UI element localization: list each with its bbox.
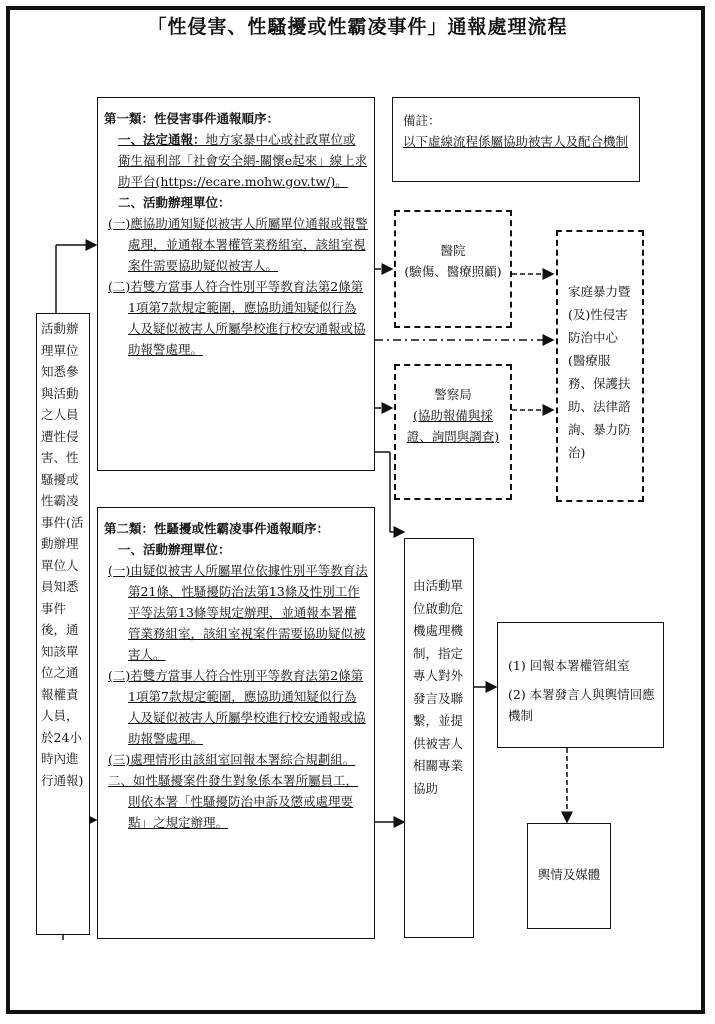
hospital-box: [394, 210, 512, 328]
type1-heading: 第一類：性侵害事件通報順序：: [104, 111, 280, 126]
report-line1: (1) 回報本署權管組室: [508, 658, 630, 673]
type1-sub2: (二)若雙方當事人符合性別平等教育法第2條第1項第7款規定範圍，應協助通知疑似行為人及疑似被害人所屬學校進行校安通報或協助報警處理。: [108, 279, 366, 357]
report-line2: (2) 本署發言人與輿情回應機制: [508, 687, 655, 723]
dv-center-text: 家庭暴力暨(及)性侵害防治中心(醫療服務、保護扶助、法律諮詢、暴力防治): [568, 284, 631, 460]
police-box: [394, 364, 512, 500]
hospital-detail: (驗傷、醫療照顧): [404, 264, 502, 279]
type2-box: [97, 507, 375, 939]
dv-center-box: [556, 230, 644, 502]
crisis-box: [404, 538, 474, 938]
origin-box: [36, 313, 90, 935]
type1-box: [97, 97, 375, 471]
type2-item2: 二、如性騷擾案件發生對象係本署所屬員工，則依本署「性騷擾防治申訴及懲戒處理要點」之規定辦理。: [108, 773, 359, 830]
type1-item2-label: 二、活動辦理單位：: [118, 195, 231, 210]
report-box: [497, 622, 664, 748]
police-name: 警察局: [434, 387, 472, 402]
note-text: 以下虛線流程係屬協助被害人及配合機制: [403, 134, 629, 149]
media-box: [527, 823, 611, 929]
type2-heading: 第二類：性騷擾或性霸凌事件通報順序：: [104, 521, 330, 536]
police-detail: (協助報備與採證、詢問與調查): [406, 408, 500, 444]
type2-item1-label: 一、活動辦理單位：: [118, 542, 231, 557]
note-box: [392, 97, 640, 182]
type2-sub3: (三)處理情形由該組室回報本署綜合規劃組。: [108, 752, 356, 767]
origin-text: 活動辦理單位知悉參與活動之人員遭性侵害、性騷擾或性霸凌事件(活動辦理單位人員知悉事件後，通知該單位之通報權責人員，於24小時內進行通報): [41, 321, 84, 788]
type2-sub2: (二)若雙方當事人符合性別平等教育法第2條第1項第7款規定範圍，應協助通知疑似行為人及疑似被害人所屬學校進行校安通報或協助報警處理。: [108, 668, 366, 746]
hospital-name: 醫院: [440, 243, 466, 258]
type1-item1-text: 地方家暴中心或社政單位或衛生福利部「社會安全網-關懷e起來」線上求助平台(https://ecare.mohw.gov.tw/)。: [118, 132, 368, 189]
page-title: 「性侵害、性騷擾或性霸凌事件」通報處理流程: [147, 16, 568, 38]
type1-sub1: (一)應協助通知疑似被害人所屬單位通報或報警處理，並通報本署權管業務組室，該組室視案件需要協助疑似被害人。: [108, 216, 368, 273]
type2-sub1: (一)由疑似被害人所屬單位依據性別平等教育法第21條、性騷擾防治法第13條及性別工作平等法第13條等規定辦理，並通報本署權管業務組室，該組室視案件需要協助疑似被害人。: [108, 563, 368, 662]
crisis-text: 由活動單位啟動危機處理機制，指定專人對外發言及聯繫，並提供被害人相關專業協助: [413, 578, 464, 796]
media-text: 輿情及媒體: [537, 867, 601, 882]
note-label: 備註：: [403, 113, 441, 128]
type1-item1-label: 一、法定通報：: [118, 132, 206, 147]
